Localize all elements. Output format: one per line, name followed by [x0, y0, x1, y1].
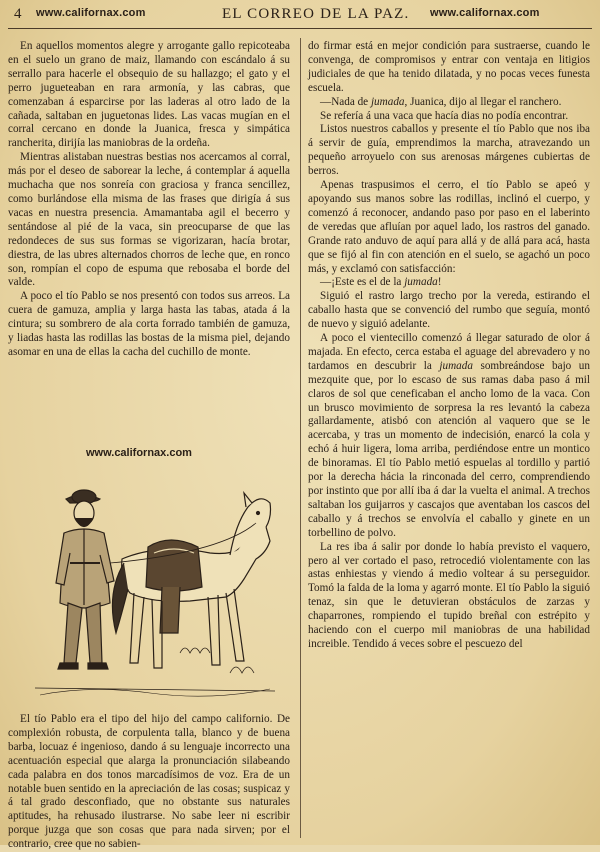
paragraph: do firmar está en mejor condición para sustraerse, cuando le convenga, de compromisos y entrar con ventaja en litigios judiciales de que ha tenido dilatada, y no pocas veces funesta escuela.	[308, 40, 590, 94]
page-header	[0, 6, 600, 26]
paragraph: En aquellos momentos alegre y arrogante gallo repicoteaba en el suelo un grano de maiz, llamando con escándalo á su serrallo para hacerle el obsequio de su hallazgo; el gato y el perro jugueteaban en rara armonía, y las cabras, que comenzaban á esparcirse por las laderas al otro lado de la cañada, saltaban en juguetonas lides. Las vacas mugían en el corral cercano en donde la Juanica, fresca y simpática rancherita, dirijía las maniobras de la ordeña.	[8, 40, 290, 150]
watermark-url-illustration: www.californax.com	[86, 447, 192, 459]
paragraph: —¡Este es el de la jumada!	[320, 276, 442, 289]
column-divider	[300, 38, 301, 838]
paragraph: Siguió el rastro largo trecho por la vereda, estirando el caballo hasta que se convenció del rumbo que seguía, montó de nuevo y siguió adelante.	[308, 290, 590, 331]
left-column	[8, 40, 290, 360]
header-rule	[8, 28, 592, 29]
paragraph: La res iba á salir por donde lo había previsto el vaquero, pero al ver cortado el paso, retrocedió violentamente con las astas enhiestas y viendo á medio voltear á su perseguidor. Tomó la falda de la loma y agarró monte. El tío Pablo la siguió tenaz, sin que le detuvieran obstáculos de zarzas y chaparrones, rompiendo el tupido breñal con estrépito y haciendo con el cuerpo mil maniobras de una habilidad increible. Tendido á veces sobre el pescuezo del	[308, 540, 590, 650]
paragraph: Mientras alistaban nuestras bestias nos acercamos al corral, más por el deseo de saborear la leche, á contemplar á aquella muchacha que nos sonreía con graciosa y franca sencillez, como burlándose ella misma de las frases que dirigía á sus vacas en nuestra presencia. Amamantaba agil el becerro y sentándose al pié de la vaca, sin preocuparse de que las redondeces de sus sus formas se vigorizaran, hacía brotar, diestra, de las ubres alternados chorros de leche que, en ronco son, rompían el copo de espuma que rebosaba el borde del valde.	[8, 151, 290, 289]
newspaper-title: EL CORREO DE LA PAZ.	[222, 6, 410, 22]
illustration	[30, 447, 280, 703]
page-number: 4	[14, 6, 22, 22]
right-column	[308, 40, 590, 652]
paragraph: El tío Pablo era el tipo del hijo del campo californio. De complexión robusta, de corpulenta talla, blanco y de buena barba, locuaz é ingenioso, dando á su lenguaje incorrecto una acentuación especial que alarga la pronunciación silabeando cada palabra en dos tonos marcadísimos de voz. Era de un notable buen sentido en la apreciación de las cosas; suspicaz y á tal grado desconfiado, que no obstante sus naturales aptitudes, ha rehusado ilustrarse. No sabe leer ni escribir porque juzga que son cosas que para nada sirven; por el contrario, cree que no sabien-	[8, 713, 290, 851]
man-with-horse-icon	[30, 463, 280, 701]
watermark-url-right: www.californax.com	[430, 7, 540, 19]
left-column-bottom	[8, 713, 290, 852]
paragraph: A poco el tío Pablo se nos presentó con todos sus arreos. La cuera de gamuza, amplia y larga hasta las tabas, atada á la cintura; su sombrero de ala corta forrado también de gamuza, y liadas hasta las rodillas las bostas de la misma piel, dejando asomar en una de ellas la cacha del cuchillo de monte.	[8, 290, 290, 358]
paragraph: Listos nuestros caballos y presente el tío Pablo que nos iba á servir de guía, emprendimos la marcha, atravezando un pequeño arroyuelo con sus arenosas márgenes cubiertas de berros.	[308, 123, 590, 178]
watermark-url-left: www.californax.com	[36, 7, 146, 19]
paragraph: A poco el vientecillo comenzó á llegar saturado de olor á majada. En efecto, cerca estaba el aguage del abrevadero y no tardamos en descubrir la jumada sombreándose bajo un mezquite que, por lo escaso de sus ramas daba paso á mil claros de sol que ceneficaban el ancho lomo de la vaca. Con un brusco movimiento de sorpresa la res levantó la cabeza gallardamente, atisbó con atención al vaquero que se le acercaba, y tras un momento de indecisión, enarcó la cola y echó á huir ligera, loma arriba, perdiéndose entre un montico de binoramas. El tío Pablo metió espuelas al tordillo y partió por la derecha hácia la rinconada del cerro, comprendiendo por instinto que por allí iba á dar la vuelta el animal. A trechos saltaban los guijarros y cascajos que aventaban los cascos del caballo y á trechos se envolvía el caballo y ginete en un torbellino de polvo.	[308, 332, 590, 539]
paragraph: Se refería á una vaca que hacía dias no podía encontrar.	[320, 109, 569, 122]
paragraph: —Nada de jumada, Juanica, dijo al llegar el ranchero.	[320, 95, 562, 108]
paragraph: Apenas traspusimos el cerro, el tío Pablo se apeó y apoyando sus manos sobre las rodillas, inclinó el cuerpo, y comenzó á reconocer, andando paso por paso en el laberinto de veredas que afluían por aquel lado, los rastros del ganado. Grande rato anduvo de aquí para allá y de allá para acá, hasta que se fijó al fin con atención en el suelo, se agachó un poco más, y exclamó con satisfacción:	[308, 179, 590, 275]
